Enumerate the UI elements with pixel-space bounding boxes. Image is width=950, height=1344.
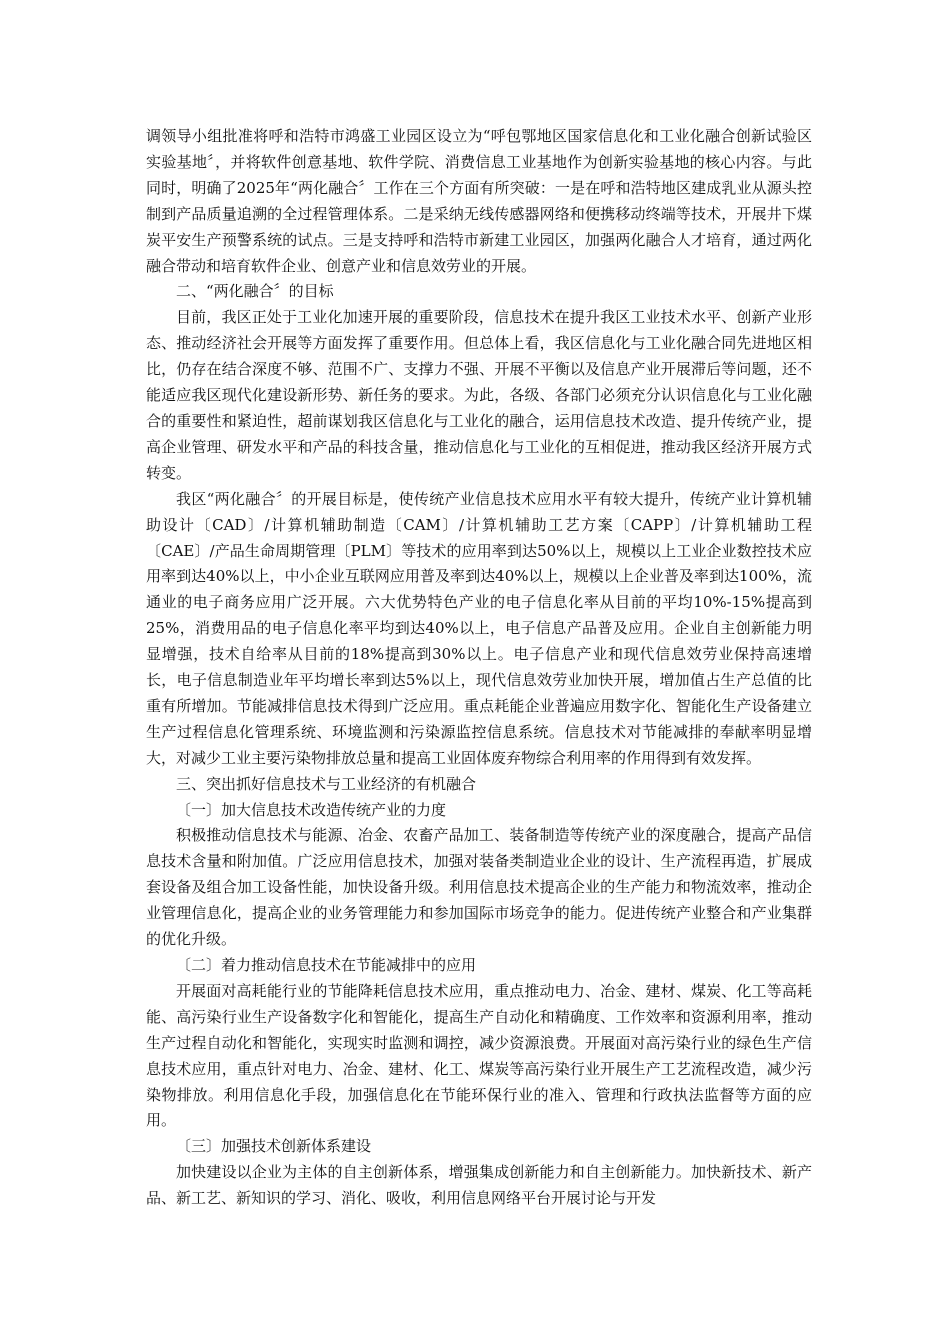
subsection-heading-1: 〔一〕加大信息技术改造传统产业的力度 (176, 800, 447, 819)
paragraph-innovation-system: 加快建设以企业为主体的自主创新体系，增强集成创新能力和自主创新能力。加快新技术、新产品、新工艺、新知识的学习、消化、吸收，利用信息网络平台开展讨论与开发 (146, 1163, 812, 1208)
paragraph-intro: 调领导小组批准将呼和浩特市鸿盛工业园区设立为“呼包鄂地区国家信息化和工业化融合创新试验区实验基地〞，并将软件创意基地、软件学院、消费信息工业基地作为创新实验基地的核心内容。与此同时，明确了2025年“两化融合〞工作在三个方面有所突破：一是在呼和浩特地区建成乳业从源头控制到产品质量追溯的全过程管理体系。二是采纳无线传感器网络和便携移动终端等技术，开展井下煤炭平安生产预警系统的试点。三是支持呼和浩特市新建工业园区，加强两化融合人才培育，通过两化融合带动和培育软件企业、创意产业和信息效劳业的开展。 (146, 127, 812, 275)
subsection-heading-3: 〔三〕加强技术创新体系建设 (176, 1137, 372, 1156)
paragraph-transform-traditional: 积极推动信息技术与能源、冶金、农畜产品加工、装备制造等传统产业的深度融合，提高产品信息技术含量和附加值。广泛应用信息技术，加强对装备类制造业企业的设计、生产流程再造，扩展成套设备及组合加工设备性能，加快设备升级。利用信息技术提高企业的生产能力和物流效率，推动企业管理信息化，提高企业的业务管理能力和参加国际市场竞争的能力。促进传统产业整合和产业集群的优化升级。 (146, 826, 812, 949)
document-page (146, 124, 812, 1212)
paragraph-development-goals: 我区“两化融合〞的开展目标是，使传统产业信息技术应用水平有较大提升，传统产业计算机辅助设计〔CAD〕/计算机辅助制造〔CAM〕/计算机辅助工艺方案〔CAPP〕/计算机辅助工程〔CAE〕/产品生命周期管理〔PLM〕等技术的应用率到达50%以上，规模以上工业企业数控技术应用率到达40%以上，中小企业互联网应用普及率到达40%以上，规模以上企业普及率到达100%，流通业的电子商务应用广泛开展。六大优势特色产业的电子信息化率从目前的平均10%-15%提高到25%，消费用品的电子信息化率平均到达40%以上，电子信息产品普及应用。企业自主创新能力明显增强，技术自给率从目前的18%提高到30%以上。电子信息产业和现代信息效劳业保持高速增长，电子信息制造业年平均增长率到达5%以上，现代信息效劳业加快开展，增加值占生产总值的比重有所增加。节能减排信息技术得到广泛应用。重点耗能企业普遍应用数字化、智能化生产设备建立生产过程信息化管理系统、环境监测和污染源监控信息系统。信息技术对节能减排的奉献率明显增大，对减少工业主要污染物排放总量和提高工业固体废弃物综合利用率的作用得到有效发挥。 (146, 489, 812, 767)
paragraph-current-situation: 目前，我区正处于工业化加速开展的重要阶段，信息技术在提升我区工业技术水平、创新产业形态、推动经济社会开展等方面发挥了重要作用。但总体上看，我区信息化与工业化融合同先进地区相比，仍存在结合深度不够、范围不广、支撑力不强、开展不平衡以及信息产业开展滞后等问题，还不能适应我区现代化建设新形势、新任务的要求。为此，各级、各部门必须充分认识信息化与工业化融合的重要性和紧迫性，超前谋划我区信息化与工业化的融合，运用信息技术改造、提升传统产业，提高企业管理、研发水平和产品的科技含量，推动信息化与工业化的互相促进，推动我区经济开展方式转变。 (146, 308, 812, 482)
subsection-heading-2: 〔二〕着力推动信息技术在节能减排中的应用 (176, 956, 477, 974)
section-heading-goals: 二、“两化融合〞的目标 (176, 282, 334, 301)
paragraph-energy-saving: 开展面对高耗能行业的节能降耗信息技术应用，重点推动电力、冶金、建材、煤炭、化工等高耗能、高污染行业生产设备数字化和智能化，提高生产自动化和精确度、工作效率和资源利用率，推动生产过程自动化和智能化，实现实时监测和调控，减少资源浪费。开展面对高污染行业的绿色生产信息技术应用，重点针对电力、冶金、建材、化工、煤炭等高污染行业开展生产工艺流程改造，减少污染物排放。利用信息化手段，加强信息化在节能环保行业的准入、管理和行政执法监督等方面的应用。 (146, 981, 812, 1130)
section-heading-integration: 三、突出抓好信息技术与工业经济的有机融合 (176, 774, 477, 793)
